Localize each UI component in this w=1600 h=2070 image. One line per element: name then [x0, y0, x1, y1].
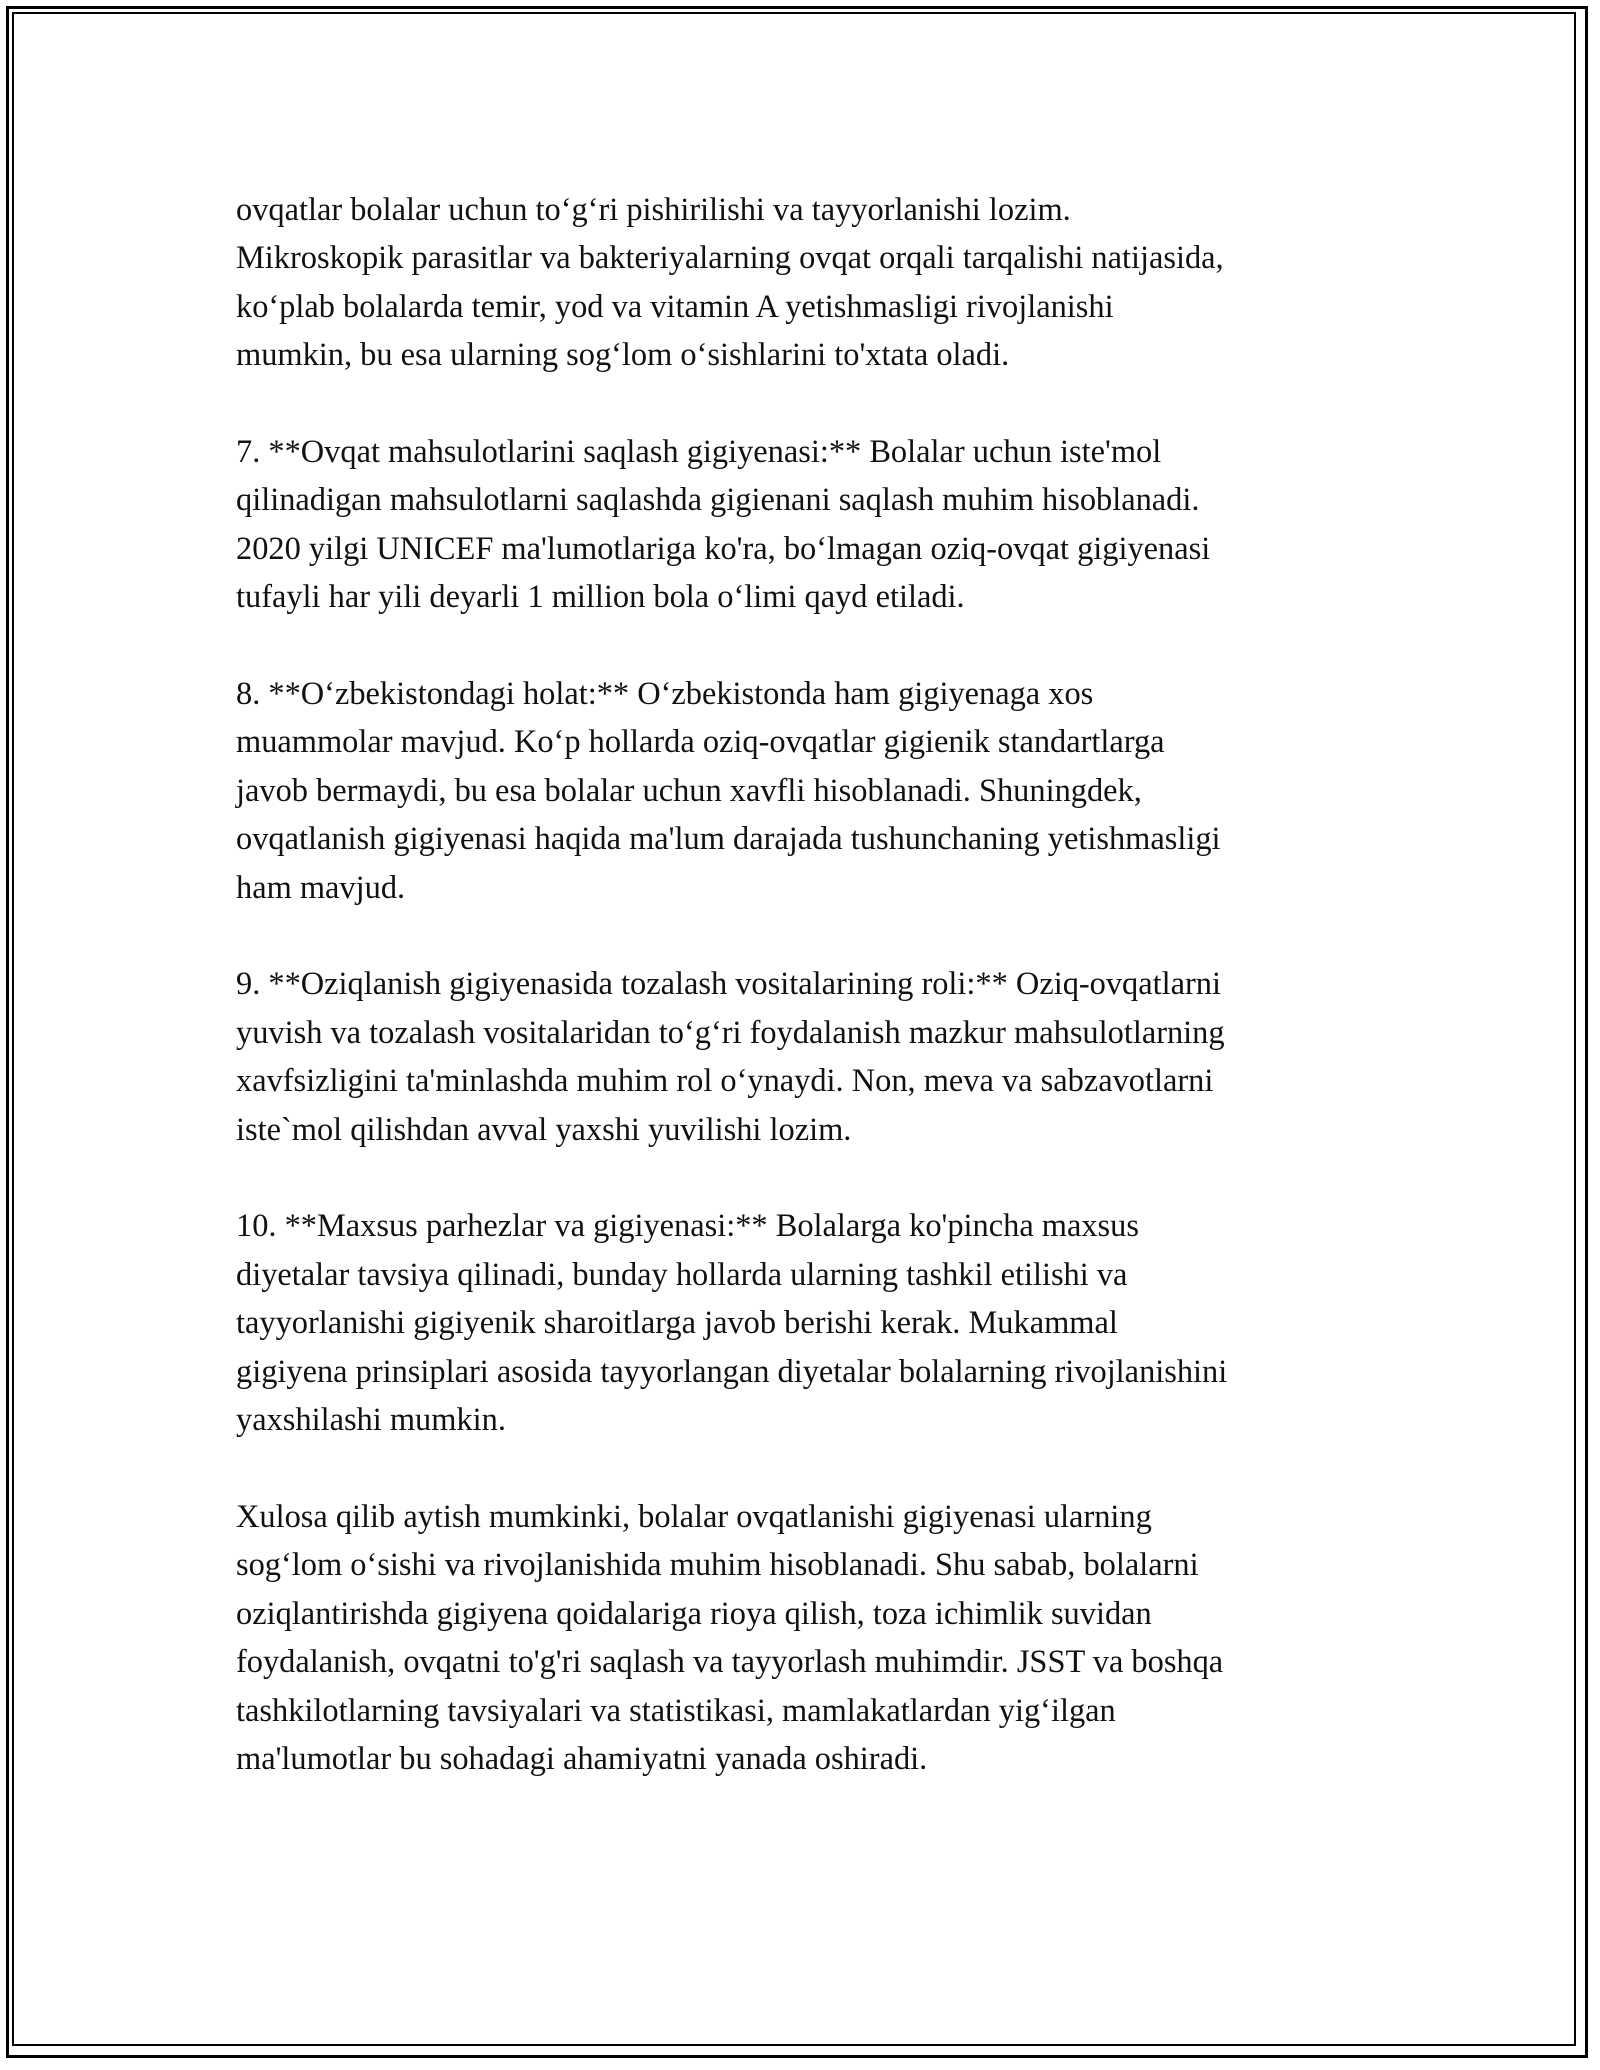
paragraph-conclusion [236, 1493, 1366, 1783]
text-line: ko‘plab bolalarda temir, yod va vitamin A yetishmasligi rivojlanishi [236, 288, 1114, 325]
text-line: ovqatlanish gigiyenasi haqida ma'lum darajada tushunchaning yetishmasligi [236, 821, 1221, 858]
document-body [236, 186, 1366, 1832]
text-line: tashkilotlarning tavsiyalari va statistikasi, mamlakatlardan yig‘ilgan [236, 1692, 1116, 1729]
text-line: javob bermaydi, bu esa bolalar uchun xavfli hisoblanadi. Shuningdek, [236, 772, 1142, 809]
text-line: qilinadigan mahsulotlarni saqlashda gigienani saqlash muhim hisoblanadi. [236, 482, 1200, 519]
text-line: tufayli har yili deyarli 1 million bola o‘limi qayd etiladi. [236, 579, 965, 616]
text-line: ovqatlar bolalar uchun to‘g‘ri pishirilishi va tayyorlanishi lozim. [236, 192, 1071, 228]
text-line: Mikroskopik parasitlar va bakteriyalarning ovqat orqali tarqalishi natijasida, [236, 240, 1224, 277]
paragraph-item-8 [236, 670, 1366, 912]
paragraph-item-7 [236, 428, 1366, 622]
text-line: gigiyena prinsiplari asosida tayyorlangan diyetalar bolalarning rivojlanishini [236, 1353, 1228, 1390]
text-line: diyetalar tavsiya qilinadi, bunday hollarda ularning tashkil etilishi va [236, 1256, 1128, 1293]
text-line: mumkin, bu esa ularning sog‘lom o‘sishlarini to'xtata oladi. [236, 337, 1010, 374]
text-line: sog‘lom o‘sishi va rivojlanishida muhim hisoblanadi. Shu sabab, bolalarni [236, 1547, 1199, 1584]
text-line: 8. **O‘zbekistondagi holat:** O‘zbekistonda ham gigiyenaga xos [236, 676, 1094, 713]
text-line: 9. **Oziqlanish gigiyenasida tozalash vositalarining roli:** Oziq-ovqatlarni [236, 966, 1221, 1003]
text-line: oziqlantirishda gigiyena qoidalariga rioya qilish, toza ichimlik suvidan [236, 1595, 1152, 1632]
text-line: 10. **Maxsus parhezlar va gigiyenasi:** Bolalarga ko'pincha maxsus [236, 1208, 1139, 1245]
text-line: ham mavjud. [236, 869, 406, 906]
text-line: tayyorlanishi gigiyenik sharoitlarga javob berishi kerak. Mukammal [236, 1305, 1118, 1342]
text-line: yuvish va tozalash vositalaridan to‘g‘ri foydalanish mazkur mahsulotlarning [236, 1014, 1225, 1051]
paragraph-item-10 [236, 1202, 1366, 1444]
text-line: ma'lumotlar bu sohadagi ahamiyatni yanada oshiradi. [236, 1740, 928, 1777]
text-line: 7. **Ovqat mahsulotlarini saqlash gigiyenasi:** Bolalar uchun iste'mol [236, 434, 1162, 471]
text-line: iste`mol qilishdan avval yaxshi yuvilishi lozim. [236, 1111, 852, 1148]
text-line: muammolar mavjud. Ko‘p hollarda oziq-ovqatlar gigienik standartlarga [236, 724, 1165, 761]
text-line: yaxshilashi mumkin. [236, 1402, 506, 1439]
text-line: foydalanish, ovqatni to'g'ri saqlash va tayyorlash muhimdir. JSST va boshqa [236, 1644, 1224, 1681]
text-line: xavfsizligini ta'minlashda muhim rol o‘ynaydi. Non, meva va sabzavotlarni [236, 1063, 1214, 1100]
text-line: 2020 yilgi UNICEF ma'lumotlariga ko'ra, bo‘lmagan oziq-ovqat gigiyenasi [236, 530, 1211, 567]
paragraph-item-9 [236, 960, 1366, 1154]
text-line: Xulosa qilib aytish mumkinki, bolalar ovqatlanishi gigiyenasi ularning [236, 1498, 1152, 1535]
paragraph-continuation [236, 186, 1366, 380]
